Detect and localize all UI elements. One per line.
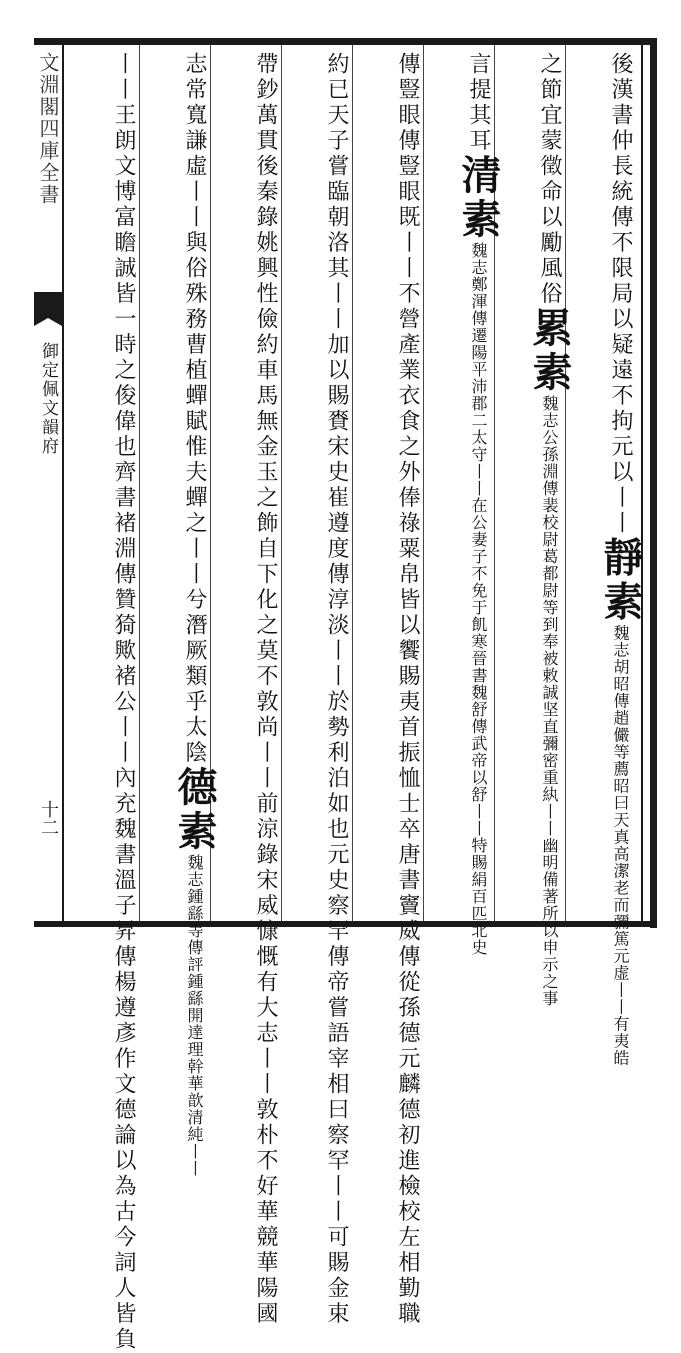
column-divider — [352, 45, 353, 921]
annotation-text: 魏志鄭渾傳遷陽平沛郡二太守丨丨在公妻子不免于飢寒晉書魏舒傳武帝以舒丨丨特賜絹百匹北史 — [469, 242, 488, 956]
right-border — [650, 38, 657, 928]
text-column — [216, 52, 278, 1327]
column-text: 傳豎眼傳豎眼既丨丨不營產業衣食之外俸祿粟帛皆以饗賜夷首振恤士卒唐書竇威傳從孫德元麟德初進檢校左相勤職 — [395, 52, 420, 1327]
column-text: 志常寬謙虛丨丨與俗殊務曹植蟬賦惟夫蟬之丨丨兮潛厥類乎太陰 — [182, 52, 207, 766]
text-column — [287, 52, 349, 1327]
headword: 清素 — [455, 154, 502, 242]
headword: 累素 — [526, 307, 573, 395]
fold-top-text: 文淵閣四庫全書 — [36, 52, 60, 206]
column-divider — [281, 45, 282, 921]
headword: 德素 — [171, 766, 218, 854]
text-column — [74, 52, 136, 1353]
page-number: 十二 — [38, 800, 59, 836]
fold-divider — [62, 45, 64, 921]
fish-tail-mark — [34, 292, 62, 332]
column-divider — [565, 45, 566, 921]
column-text: 之節宜蒙徵命以勵風俗 — [537, 52, 562, 307]
column-text: 言提其耳 — [466, 52, 491, 154]
text-column — [145, 52, 218, 1177]
annotation-text: 魏志公孫淵傳裴校尉葛都尉等到奉被敕誠坚直彌密重紈丨丨幽明備著所以申示之事 — [540, 395, 559, 1007]
text-column — [571, 52, 644, 1067]
column-text: 帶鈔萬貫後秦錄姚興性儉約車馬無金玉之飾自下化之莫不敦尚丨丨前涼錄宋威慷慨有大志丨丨敦朴不好華競華陽國 — [253, 52, 278, 1327]
column-divider — [423, 45, 424, 921]
inner-right-border — [641, 44, 643, 922]
top-border — [34, 38, 654, 45]
text-column — [500, 52, 573, 1007]
column-text: 丨丨王朗文博富瞻誠皆一時之俊偉也齊書褚淵傳贊猗歟褚公丨丨內充魏書溫子昇傳楊遵彥作文德論以為古今詞人皆負 — [111, 52, 136, 1353]
column-divider — [139, 45, 140, 921]
annotation-text: 魏志胡昭傳趙儼等薦昭曰天真高潔老而彌篤元虚丨丨有夷皓 — [611, 624, 630, 1067]
annotation-text: 魏志鍾繇等傳評鍾繇開達理幹華歆清純丨丨 — [185, 854, 204, 1177]
headword: 靜素 — [597, 536, 644, 625]
fold-book-title: 御定佩文韻府 — [38, 342, 58, 456]
column-text: 後漢書仲長統傳不限局以疑遠不拘元以丨丨 — [608, 52, 633, 537]
column-text: 約已天子嘗臨朝洛其丨丨加以賜賚宋史崔遵度傳淳淡丨丨於勢利泊如也元史察罕傳帝嘗語宰相曰察罕丨丨可賜金束 — [324, 52, 349, 1327]
text-column — [358, 52, 420, 1327]
text-column — [429, 52, 502, 956]
